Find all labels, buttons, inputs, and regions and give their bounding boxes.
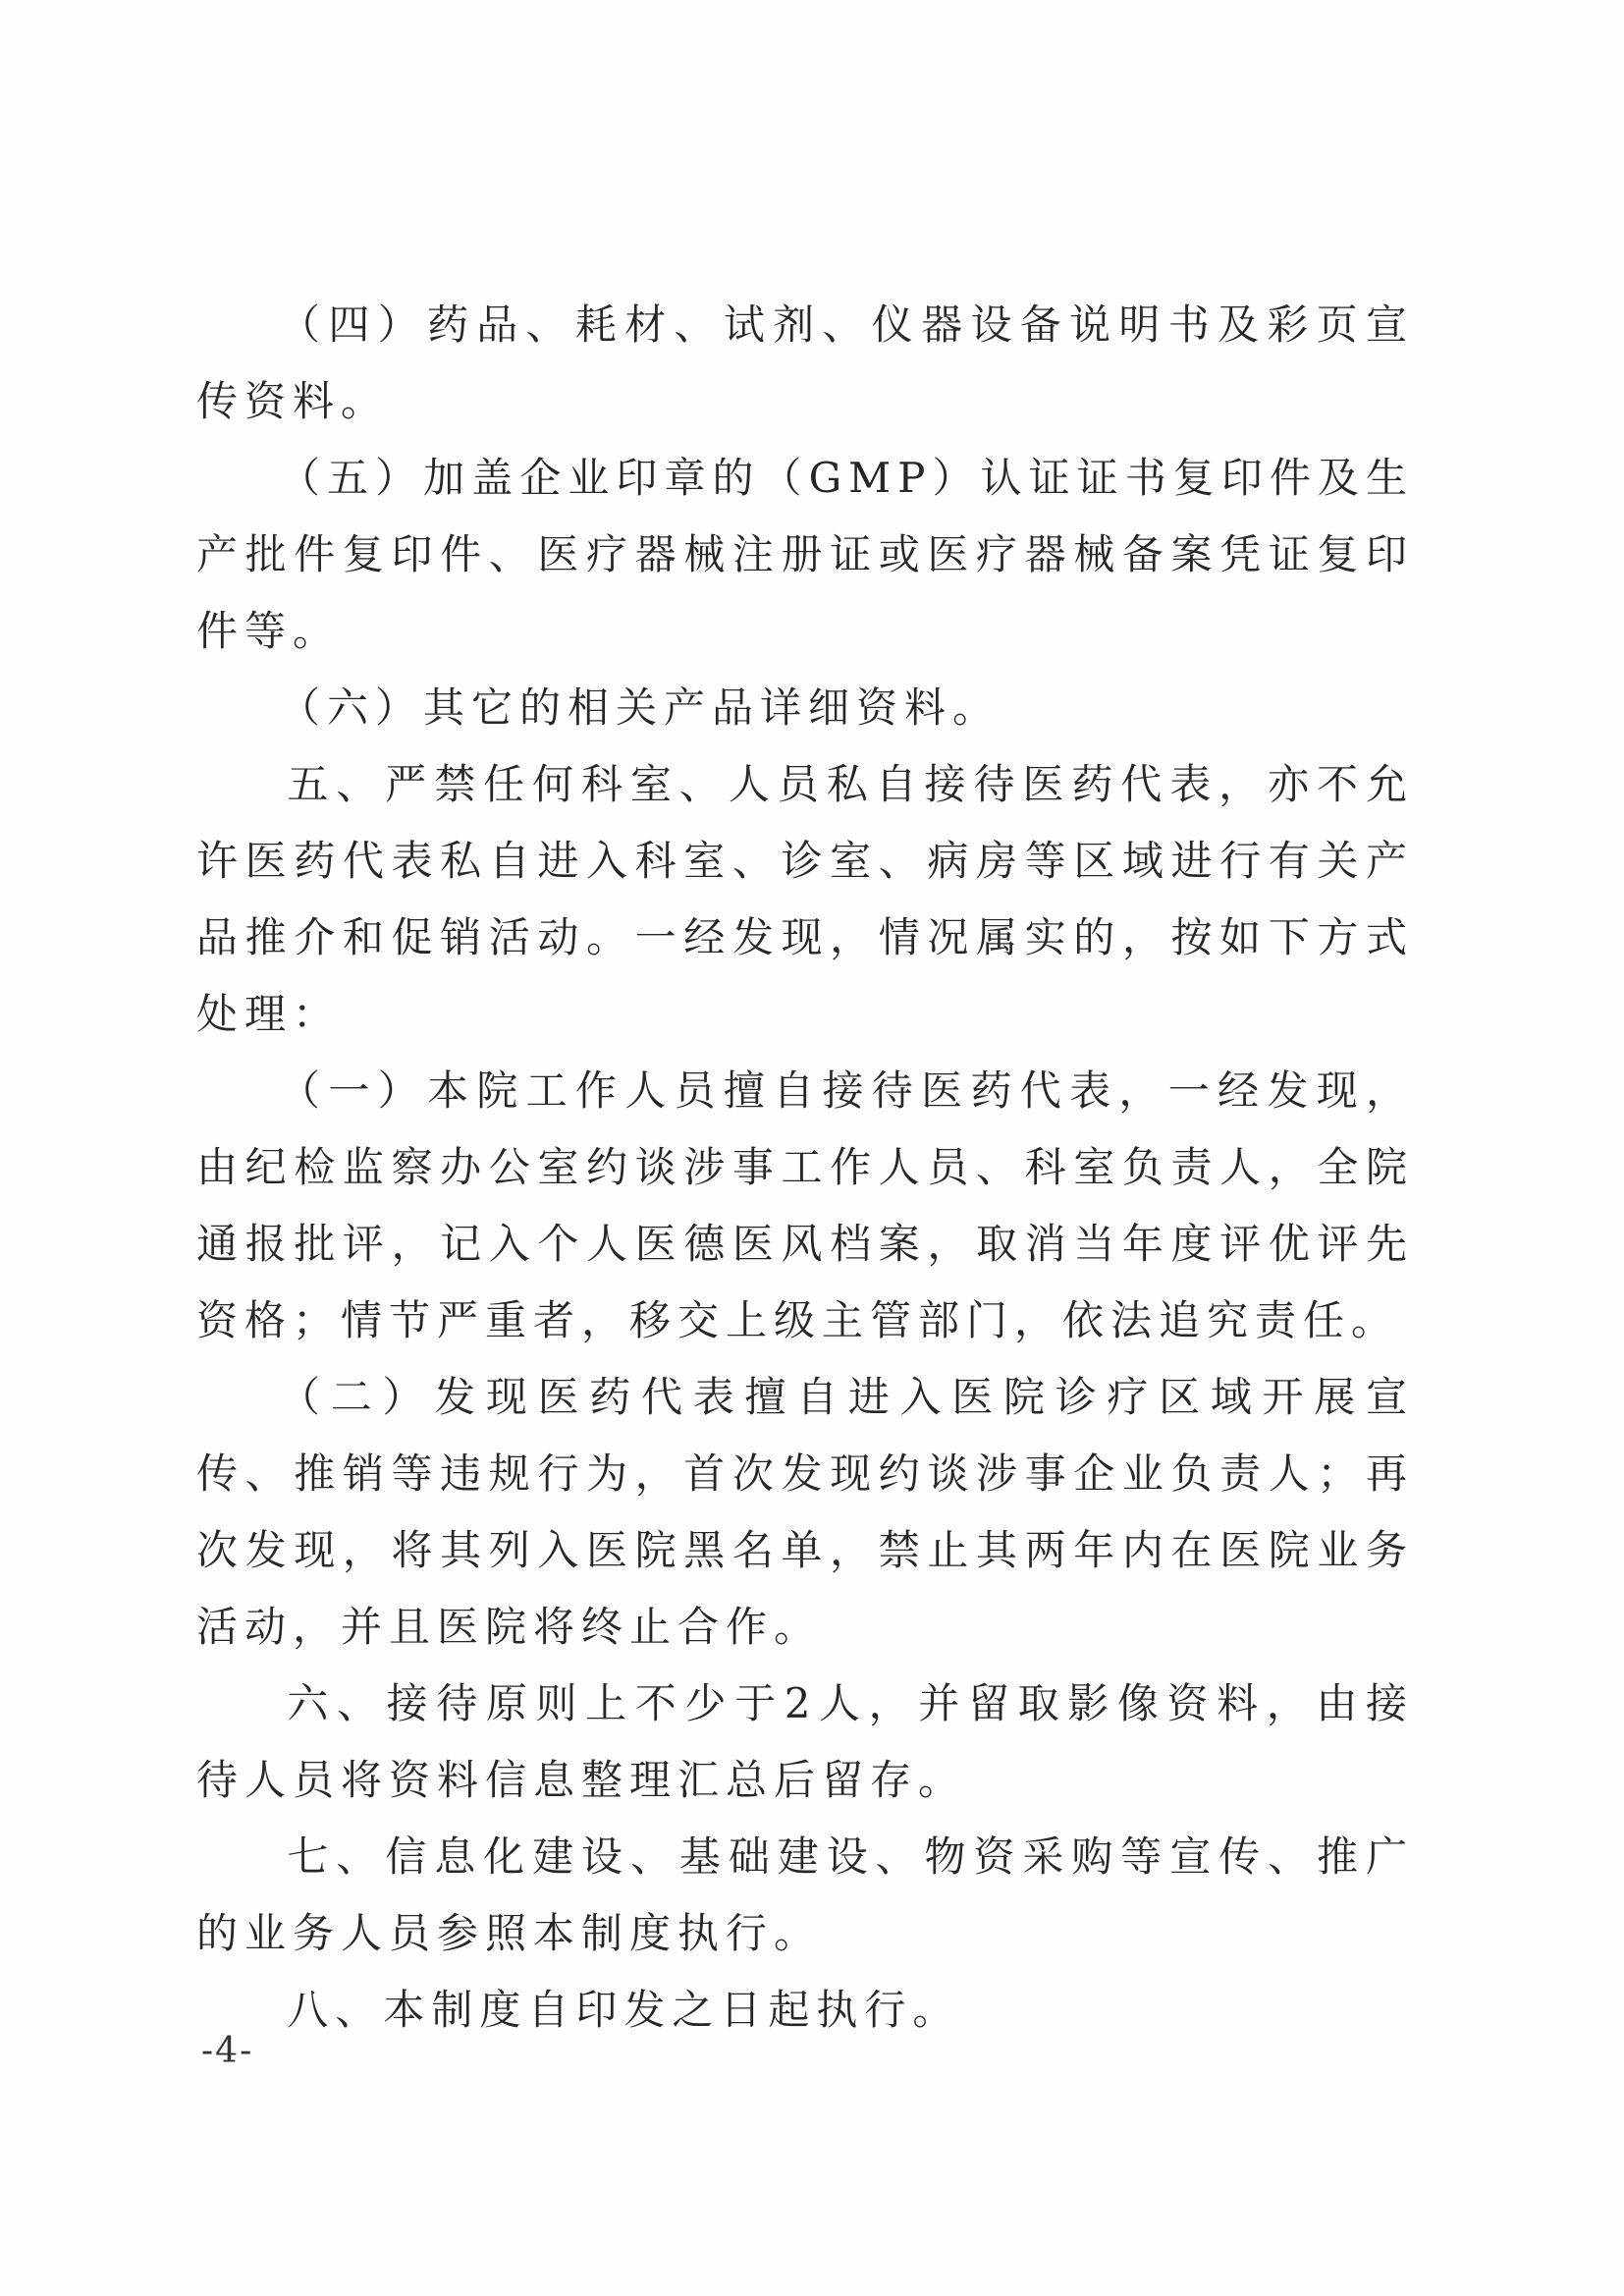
paragraph-item-4: （四）药品、耗材、试剂、仪器设备说明书及彩页宣传资料。: [196, 301, 1414, 425]
paragraph-item-5: （五）加盖企业印章的（GMP）认证证书复印件及生产批件复印件、医疗器械注册证或医疗器械备案凭证复印件等。: [196, 454, 1414, 655]
paragraph-section-7: 七、信息化建设、基础建设、物资采购等宣传、推广的业务人员参照本制度执行。: [196, 1832, 1414, 1957]
page-number: -4-: [201, 2031, 254, 2071]
paragraph-section-6: 六、接待原则上不少于2人，并留取影像资料，由接待人员将资料信息整理汇总后留存。: [196, 1679, 1414, 1804]
paragraph-item-6: （六）其它的相关产品详细资料。: [279, 683, 1001, 732]
paragraph-item-1: （一）本院工作人员擅自接待医药代表，一经发现，由纪检监察办公室约谈涉事工作人员、科室负责人，全院通报批评，记入个人医德医风档案，取消当年度评优评先资格；情节严重者，移交上级主管部门，依法追究责任。: [196, 1066, 1414, 1344]
paragraph-section-5: 五、严禁任何科室、人员私自接待医药代表，亦不允许医药代表私自进入科室、诊室、病房等区域进行有关产品推介和促销活动。一经发现，情况属实的，按如下方式处理：: [196, 760, 1414, 1038]
paragraph-item-2: （二）发现医药代表擅自进入医院诊疗区域开展宣传、推销等违规行为，首次发现约谈涉事企业负责人；再次发现，将其列入医院黑名单，禁止其两年内在医院业务活动，并且医院将终止合作。: [196, 1373, 1414, 1651]
document-body: [196, 287, 1414, 2049]
paragraph-section-8: 八、本制度自印发之日起执行。: [287, 1986, 961, 2034]
